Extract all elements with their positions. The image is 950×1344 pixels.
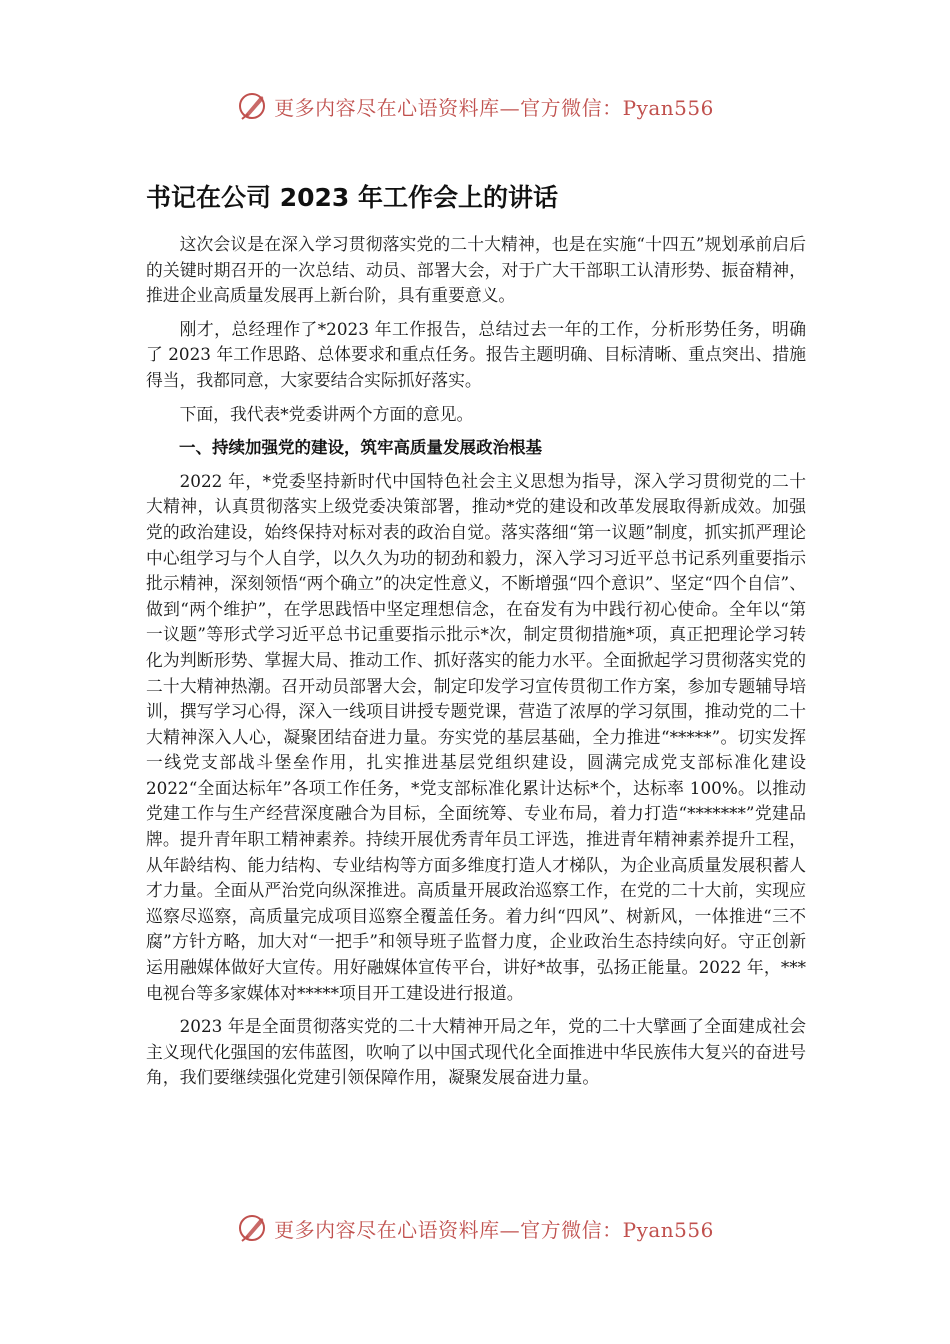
banner-text: 更多内容尽在心语资料库—官方微信：Pyan556 (274, 1217, 714, 1242)
paragraph: 刚才，总经理作了*2023 年工作报告，总结过去一年的工作，分析形势任务，明确了 2023 年工作思路、总体要求和重点任务。报告主题明确、目标清晰、重点突出、措施得当，我都同意，大家要结合实际抓好落实。 (146, 318, 806, 390)
paragraph: 2023 年是全面贯彻落实党的二十大精神开局之年，党的二十大擘画了全面建成社会主义现代化强国的宏伟蓝图，吹响了以中国式现代化全面推进中华民族伟大复兴的奋进号角，我们要继续强化党建引领保障作用，凝聚发展奋进力量。 (146, 1016, 806, 1088)
paragraph: 这次会议是在深入学习贯彻落实党的二十大精神，也是在实施“十四五”规划承前启后的关键时期召开的一次总结、动员、部署大会，对于广大干部职工认清形势、振奋精神，推进企业高质量发展再上新台阶，具有重要意义。 (146, 234, 806, 306)
paragraph: 2022 年，*党委坚持新时代中国特色社会主义思想为指导，深入学习贯彻党的二十大精神，认真贯彻落实上级党委决策部署，推动*党的建设和改革发展取得新成效。加强党的政治建设，始终保持对标对表的政治自觉。落实落细“第一议题”制度，抓实抓严理论中心组学习与个人自学，以久久为功的韧劲和毅力，深入学习习近平总书记系列重要指示批示精神，深刻领悟“两个确立”的决定性意义，不断增强“四个意识”、坚定“四个自信”、做到“两个维护”，在学思践悟中坚定理想信念，在奋发有为中践行初心使命。全年以“第一议题”等形式学习近平总书记重要指示批示*次，制定贯彻措施*项，真正把理论学习转化为判断形势、掌握大局、推动工作、抓好落实的能力水平。全面掀起学习贯彻落实党的二十大精神热潮。召开动员部署大会，制定印发学习宣传贯彻工作方案，参加专题辅导培训，撰写学习心得，深入一线项目讲授专题党课，营造了浓厚的学习氛围，推动党的二十大精神深入人心，凝聚团结奋进力量。夯实党的基层基础，全力推进“*****”。切实发挥一线党支部战斗堡垒作用，扎实推进基层党组织建设，圆满完成党支部标准化建设 2022“全面达标年”各项工作任务，*党支部标准化累计达标*个，达标率 100%。以推动党建工作与生产经营深度融合为目标，全面统筹、专业布局，着力打造“*******”党建品牌。提升青年职工精神素养。持续开展优秀青年员工评选，推进青年精神素养提升工程，从年龄结构、能力结构、专业结构等方面多维度打造人才梯队，为企业高质量发展积蓄人才力量。全面从严治党向纵深推进。高质量开展政治巡察工作，在党的二十大前，实现应巡察尽巡察，高质量完成项目巡察全覆盖任务。着力纠“四风”、树新风，一体推进“三不腐”方针方略，加大对“一把手”和领导班子监督力度，企业政治生态持续向好。守正创新运用融媒体做好大宣传。用好融媒体宣传平台，讲好*故事，弘扬正能量。2022 年，***电视台等多家媒体对*****项目开工建设进行报道。 (146, 470, 806, 1003)
section-heading: 一、持续加强党的建设，筑牢高质量发展政治根基 (179, 438, 542, 458)
quill-pen-icon (236, 1211, 270, 1245)
header-banner (0, 86, 950, 126)
document-title: 书记在公司 2023 年工作会上的讲话 (146, 183, 558, 212)
banner-text: 更多内容尽在心语资料库—官方微信：Pyan556 (274, 95, 714, 120)
document-body (146, 232, 806, 1099)
paragraph: 下面，我代表*党委讲两个方面的意见。 (179, 403, 474, 424)
quill-pen-icon (236, 89, 270, 123)
footer-banner (0, 1208, 950, 1248)
